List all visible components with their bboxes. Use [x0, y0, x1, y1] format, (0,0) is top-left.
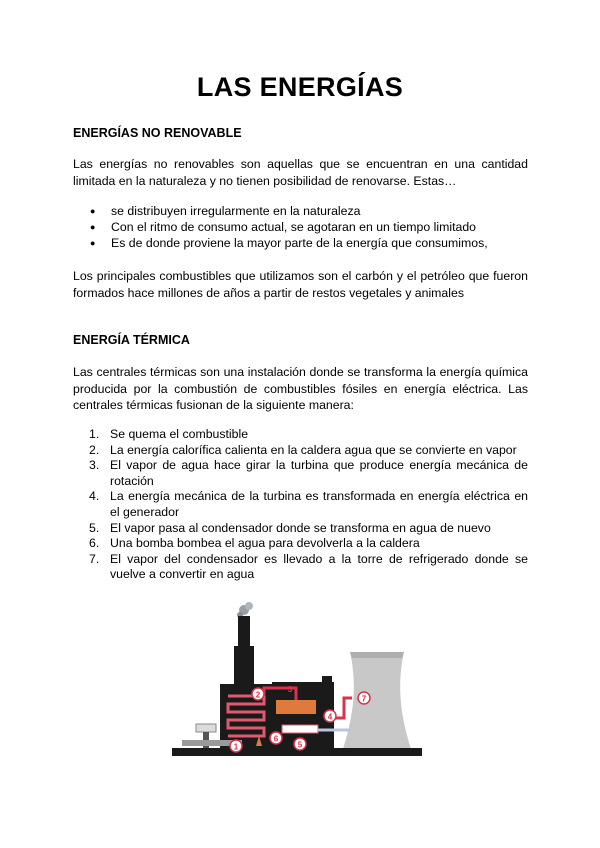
step-text: La energía mecánica de la turbina es transformada en energía eléctrica en el generador	[110, 489, 528, 519]
paragraph-non-renewable-intro: Las energías no renovables son aquellas que se encuentran en una cantidad limitada en la naturaleza y no tienen posibilidad de renovarse. Estas…	[73, 157, 528, 188]
section-heading-non-renewable: ENERGÍAS NO RENOVABLE	[73, 126, 242, 140]
cooling-tower-rim	[350, 652, 404, 658]
marker-4	[324, 710, 336, 722]
list-number: 1.	[89, 427, 100, 441]
marker-1	[230, 740, 242, 752]
svg-text:6: 6	[273, 734, 279, 744]
list-number: 4.	[89, 489, 100, 504]
list-item	[73, 458, 528, 489]
cooling-tower	[342, 652, 412, 752]
step-text: El vapor del condensador es llevado a la torre de refrigerado donde se vuelve a convertir en agua	[110, 551, 528, 582]
list-item	[73, 489, 528, 520]
list-item	[73, 536, 528, 552]
section-heading-thermal: ENERGÍA TÉRMICA	[73, 333, 190, 347]
marker-5	[294, 738, 306, 750]
svg-text:2: 2	[255, 690, 261, 700]
list-number: 6.	[89, 536, 100, 551]
svg-text:1: 1	[233, 742, 239, 752]
list-item: ● Es de donde proviene la mayor parte de la energía que consumimos,	[73, 235, 528, 251]
step-text: Una bomba bombea el agua para devolverla a la caldera	[110, 536, 420, 551]
svg-text:3: 3	[287, 685, 293, 694]
list-number: 5.	[89, 520, 100, 535]
thermal-power-plant-diagram	[172, 600, 422, 760]
svg-text:7: 7	[361, 694, 367, 704]
numbered-list-steps	[73, 427, 528, 583]
list-item	[73, 427, 528, 443]
list-number: 3.	[89, 458, 100, 473]
list-number: 2.	[89, 442, 100, 457]
marker-3	[288, 685, 293, 694]
step-text: Se quema el combustible	[110, 427, 249, 441]
bullet-list-characteristics	[73, 203, 528, 251]
step-text: El vapor de agua hace girar la turbina que produce energía mecánica de rotación	[110, 458, 528, 488]
marker-2	[252, 688, 264, 700]
list-item	[73, 521, 528, 537]
fuel-hopper	[196, 724, 216, 732]
paragraph-fuels: Los principales combustibles que utilizamos son el carbón y el petróleo que fueron formados hace millones de años a partir de restos vegetales y animales	[73, 269, 528, 300]
cooling-pipe	[334, 698, 352, 718]
marker-7	[358, 692, 370, 704]
smoke	[237, 602, 253, 618]
svg-text:4: 4	[327, 712, 333, 722]
condenser	[282, 725, 318, 733]
list-item: ● se distribuyen irregularmente en la naturaleza	[73, 203, 528, 219]
list-item	[73, 443, 528, 459]
turbine	[276, 700, 316, 714]
chimney-base	[234, 646, 254, 686]
step-text: La energía calorífica calienta en la caldera agua que se convierte en vapor	[110, 442, 517, 457]
list-number: 7.	[89, 551, 100, 566]
page-title: LAS ENERGÍAS	[196, 72, 404, 102]
paragraph-thermal-intro: Las centrales térmicas son una instalación donde se transforma la energía química producida por la combustión de combustibles fósiles en energía eléctrica. Las centrales térmicas fusionan de la siguiente manera:	[73, 365, 528, 412]
list-item: ● Con el ritmo de consumo actual, se agotaran en un tiempo limitado	[73, 219, 528, 235]
svg-text:5: 5	[297, 740, 303, 750]
marker-6	[270, 732, 282, 744]
step-text: El vapor pasa al condensador donde se transforma en agua de nuevo	[110, 520, 491, 535]
list-item	[73, 552, 528, 583]
